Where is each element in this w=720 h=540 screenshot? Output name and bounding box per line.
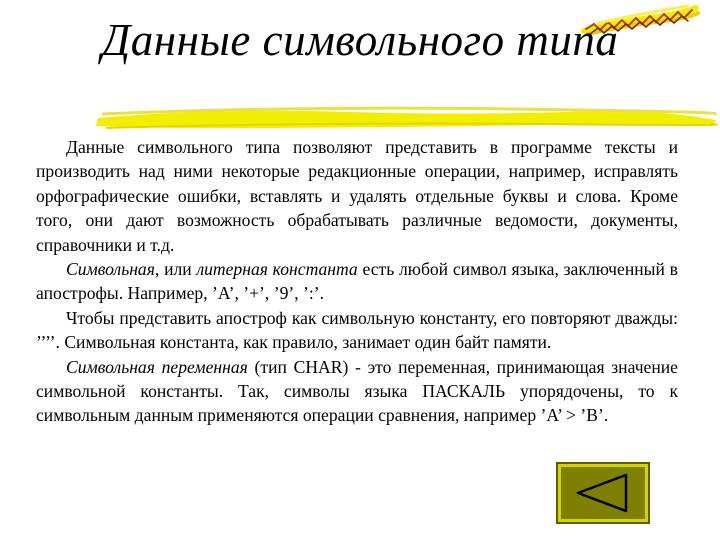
term-char-constant: Символьная, xyxy=(66,259,160,280)
title-underline-decoration xyxy=(92,100,720,134)
paragraph-char-variable: Символьная переменная (тип CHAR) - это переменная, принимающая значение символьной константы. Так, символы языка ПАСКАЛЬ упорядочены, то к символьным данным применяются операции сравнения, например ’A’ > ’B’. xyxy=(36,356,678,426)
back-button[interactable] xyxy=(556,462,650,524)
paragraph-apostrophe: Чтобы представить апостроф как символьную константу, его повторяют дважды: ’’’’. Символьная константа, как правило, занимает один байт памяти. xyxy=(36,307,678,353)
term-literal-constant: литерная константа xyxy=(196,259,358,280)
slide-body xyxy=(36,135,678,428)
paragraph-char-constant: Символьная, или литерная константа есть любой символ языка, заключенный в апострофы. Например, ’A’, ’+’, ’9’, ’:’. xyxy=(36,259,678,304)
slide-title: Данные символьного типа xyxy=(101,15,619,65)
term-char-variable: Символьная переменная xyxy=(66,356,248,377)
triangle-left-icon xyxy=(558,464,648,522)
paragraph-intro: Данные символьного типа позволяют представить в программе тексты и производить над ними некоторые редакционные операции, например, исправлять орфографические ошибки, вставлять и удалять отдельные буквы и слова. Кроме того, они дают возможность обрабатывать различные ведомости, документы, справочники и т.д. xyxy=(36,137,678,255)
